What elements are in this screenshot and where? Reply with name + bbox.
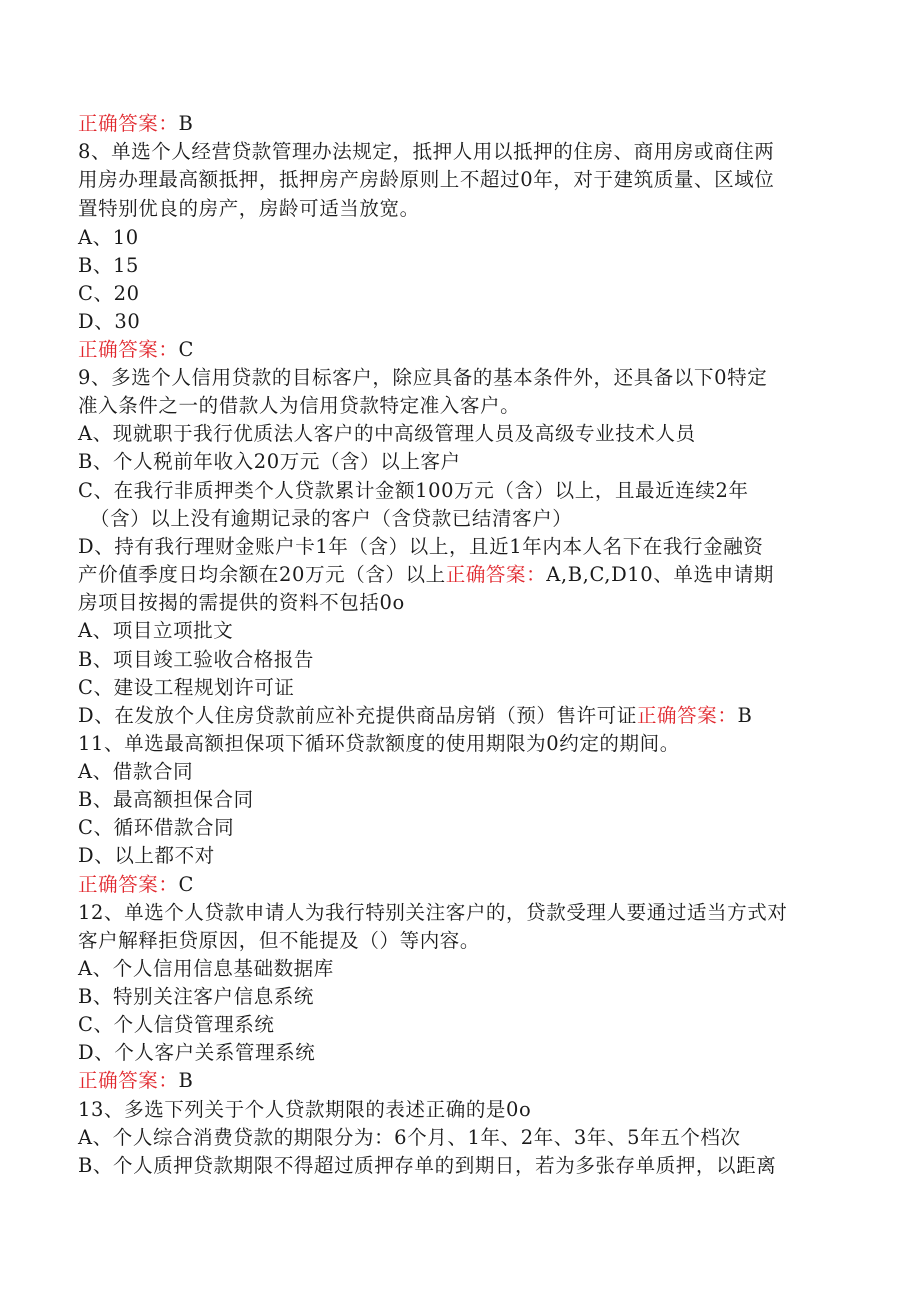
answer-value: B	[737, 704, 753, 727]
option-b: B、特别关注客户信息系统	[78, 985, 315, 1008]
option-a: A、项目立项批文	[78, 619, 234, 642]
question-text: 房项目按揭的需提供的资料不包括0o	[78, 591, 405, 614]
question-text: 客户解释拒贷原因，但不能提及（）等内容。	[78, 929, 481, 952]
option-c: C、循环借款合同	[78, 816, 235, 839]
answer-value: C	[178, 873, 195, 896]
answer-label: 正确答案：	[78, 338, 179, 361]
mixed-line	[78, 561, 774, 589]
option-d: D、在发放个人住房贷款前应补充提供商品房销（预）售许可证	[78, 704, 637, 727]
option-a: A、10	[78, 226, 139, 249]
option-a: A、借款合同	[78, 760, 194, 783]
option-d-continued: 产价值季度日均余额在20万元（含）以上	[78, 563, 446, 586]
answer-label: 正确答案：	[636, 704, 738, 727]
answer-line	[78, 1067, 193, 1095]
answer-value: B	[178, 1069, 194, 1092]
option-b: B、项目竣工验收合格报告	[78, 648, 315, 671]
question-text: 置特别优良的房产，房龄可适当放宽。	[78, 197, 420, 220]
option-c: C、建设工程规划许可证	[78, 676, 295, 699]
mixed-line	[78, 702, 752, 730]
answer-label: 正确答案：	[78, 112, 179, 135]
answer-label: 正确答案：	[445, 563, 547, 586]
option-c: C、20	[78, 282, 140, 305]
question-text: 8、单选个人经营贷款管理办法规定，抵押人用以抵押的住房、商用房或商住两	[78, 140, 775, 163]
answer-line	[78, 110, 193, 138]
question-text: 9、多选个人信用贷款的目标客户，除应具备的基本条件外，还具备以下0特定	[78, 366, 768, 389]
option-b: B、个人税前年收入20万元（含）以上客户	[78, 450, 461, 473]
question-text: 11、单选最高额担保项下循环贷款额度的使用期限为0约定的期间。	[78, 732, 680, 755]
question-text: 准入条件之一的借款人为信用贷款特定准入客户。	[78, 394, 521, 417]
option-a: A、现就职于我行优质法人客户的中高级管理人员及高级专业技术人员	[78, 422, 696, 445]
question-text: 12、单选个人贷款申请人为我行特别关注客户的，贷款受理人要通过适当方式对	[78, 901, 788, 924]
answer-label: 正确答案：	[78, 873, 179, 896]
question-text: 13、多选下列关于个人贷款期限的表述正确的是0o	[78, 1098, 532, 1121]
answer-label: 正确答案：	[78, 1069, 179, 1092]
answer-line	[78, 336, 194, 364]
option-c: C、个人信贷管理系统	[78, 1013, 275, 1036]
option-a: A、个人信用信息基础数据库	[78, 957, 334, 980]
option-a: A、个人综合消费贷款的期限分为：6个月、1年、2年、3年、5年五个档次	[78, 1126, 741, 1149]
answer-value: B	[178, 112, 194, 135]
option-d: D、以上都不对	[78, 844, 215, 867]
option-c-continued: （含）以上没有逾期记录的客户（含贷款已结清客户）	[90, 507, 573, 530]
option-c: C、在我行非质押类个人贷款累计金额100万元（含）以上，且最近连续2年	[78, 479, 749, 502]
option-d: D、个人客户关系管理系统	[78, 1041, 316, 1064]
answer-line	[78, 871, 194, 899]
option-d: D、持有我行理财金账户卡1年（含）以上，且近1年内本人名下在我行金融资	[78, 535, 764, 558]
option-b: B、15	[78, 254, 140, 277]
answer-value: C	[178, 338, 195, 361]
option-b: B、个人质押贷款期限不得超过质押存单的到期日，若为多张存单质押，以距离	[78, 1154, 777, 1177]
option-d: D、30	[78, 310, 141, 333]
question-text: 用房办理最高额抵押，抵押房产房龄原则上不超过0年，对于建筑质量、区域位	[78, 168, 775, 191]
answer-and-next-question: A,B,C,D10、单选申请期	[546, 563, 774, 586]
option-b: B、最高额担保合同	[78, 788, 254, 811]
